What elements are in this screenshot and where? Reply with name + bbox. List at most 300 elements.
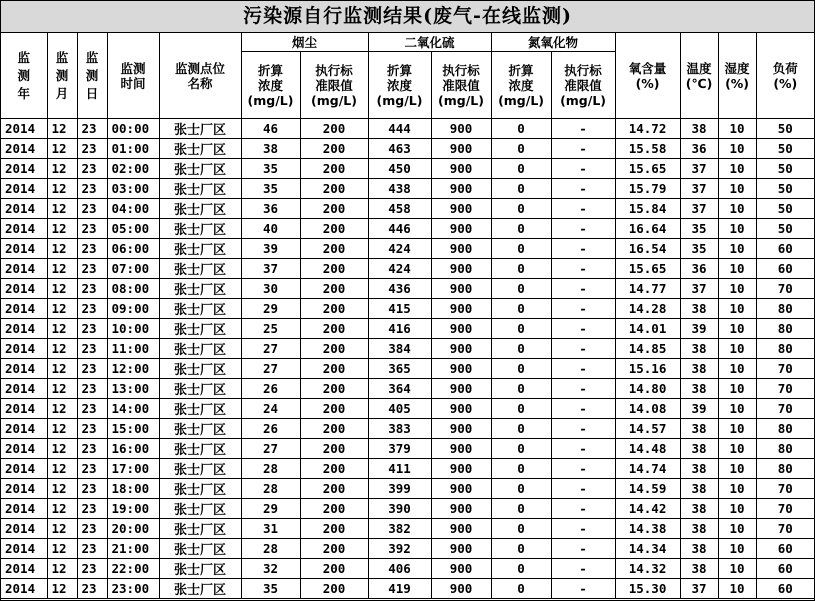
cell-nox-conc: 0 — [491, 539, 551, 559]
cell-site: 张士厂区 — [159, 479, 241, 499]
cell-dust-conc: 28 — [241, 539, 300, 559]
cell-humidity: 10 — [718, 559, 756, 579]
cell-oxygen: 14.72 — [615, 119, 680, 139]
cell-humidity: 10 — [718, 539, 756, 559]
header-nox-limit: 执行标 准限值 (mg/L) — [551, 52, 615, 119]
cell-dust-conc: 36 — [241, 199, 300, 219]
cell-so2-limit: 900 — [431, 179, 491, 199]
cell-day: 23 — [77, 559, 107, 579]
cell-year: 2014 — [1, 419, 47, 439]
cell-oxygen: 15.16 — [615, 359, 680, 379]
cell-humidity: 10 — [718, 479, 756, 499]
table-row — [1, 139, 814, 159]
header-nox-conc: 折算 浓度 (mg/L) — [491, 52, 551, 119]
header-day: 监 测 日 — [77, 33, 107, 119]
header-group-dust: 烟尘 — [241, 33, 368, 52]
cell-dust-limit: 200 — [300, 319, 368, 339]
cell-nox-limit: - — [551, 439, 615, 459]
cell-load: 70 — [756, 499, 814, 519]
table-row — [1, 179, 814, 199]
cell-nox-conc: 0 — [491, 379, 551, 399]
cell-dust-limit: 200 — [300, 459, 368, 479]
cell-temperature: 38 — [680, 419, 718, 439]
cell-nox-conc: 0 — [491, 259, 551, 279]
cell-year: 2014 — [1, 239, 47, 259]
cell-so2-conc: 424 — [368, 239, 431, 259]
cell-site: 张士厂区 — [159, 419, 241, 439]
cell-day: 23 — [77, 339, 107, 359]
cell-so2-limit: 900 — [431, 139, 491, 159]
cell-dust-limit: 200 — [300, 259, 368, 279]
header-time: 监测 时间 — [107, 33, 159, 119]
cell-dust-limit: 200 — [300, 579, 368, 599]
cell-time: 18:00 — [107, 479, 159, 499]
cell-month: 12 — [47, 559, 77, 579]
cell-so2-conc: 364 — [368, 379, 431, 399]
cell-humidity: 10 — [718, 439, 756, 459]
cell-time: 01:00 — [107, 139, 159, 159]
cell-dust-limit: 200 — [300, 359, 368, 379]
cell-day: 23 — [77, 279, 107, 299]
cell-temperature: 39 — [680, 319, 718, 339]
cell-load: 60 — [756, 259, 814, 279]
table-row — [1, 359, 814, 379]
cell-month: 12 — [47, 219, 77, 239]
cell-nox-conc: 0 — [491, 579, 551, 599]
cell-so2-limit: 900 — [431, 539, 491, 559]
cell-site: 张士厂区 — [159, 199, 241, 219]
table-row — [1, 299, 814, 319]
cell-load: 80 — [756, 319, 814, 339]
cell-day: 23 — [77, 439, 107, 459]
cell-site: 张士厂区 — [159, 319, 241, 339]
cell-dust-conc: 40 — [241, 219, 300, 239]
cell-load: 70 — [756, 479, 814, 499]
cell-load: 80 — [756, 439, 814, 459]
cell-load: 50 — [756, 139, 814, 159]
cell-oxygen: 14.38 — [615, 519, 680, 539]
cell-so2-limit: 900 — [431, 399, 491, 419]
cell-month: 12 — [47, 419, 77, 439]
table-row — [1, 539, 814, 559]
cell-dust-limit: 200 — [300, 219, 368, 239]
cell-dust-limit: 200 — [300, 439, 368, 459]
cell-temperature: 38 — [680, 439, 718, 459]
table-row — [1, 439, 814, 459]
cell-dust-conc: 29 — [241, 299, 300, 319]
cell-dust-limit: 200 — [300, 379, 368, 399]
cell-time: 08:00 — [107, 279, 159, 299]
cell-humidity: 10 — [718, 119, 756, 139]
cell-day: 23 — [77, 319, 107, 339]
cell-oxygen: 14.59 — [615, 479, 680, 499]
cell-oxygen: 15.65 — [615, 259, 680, 279]
cell-nox-conc: 0 — [491, 139, 551, 159]
cell-humidity: 10 — [718, 279, 756, 299]
header-month: 监 测 月 — [47, 33, 77, 119]
cell-nox-limit: - — [551, 139, 615, 159]
cell-year: 2014 — [1, 199, 47, 219]
cell-nox-conc: 0 — [491, 419, 551, 439]
cell-year: 2014 — [1, 359, 47, 379]
cell-humidity: 10 — [718, 219, 756, 239]
cell-year: 2014 — [1, 279, 47, 299]
cell-dust-conc: 31 — [241, 519, 300, 539]
cell-dust-limit: 200 — [300, 199, 368, 219]
cell-site: 张士厂区 — [159, 179, 241, 199]
cell-year: 2014 — [1, 339, 47, 359]
cell-dust-conc: 35 — [241, 159, 300, 179]
cell-so2-limit: 900 — [431, 159, 491, 179]
cell-month: 12 — [47, 119, 77, 139]
cell-year: 2014 — [1, 119, 47, 139]
header-so2-limit: 执行标 准限值 (mg/L) — [431, 52, 491, 119]
cell-day: 23 — [77, 479, 107, 499]
cell-so2-limit: 900 — [431, 359, 491, 379]
cell-dust-conc: 32 — [241, 559, 300, 579]
cell-so2-conc: 424 — [368, 259, 431, 279]
cell-temperature: 35 — [680, 219, 718, 239]
cell-nox-conc: 0 — [491, 339, 551, 359]
cell-humidity: 10 — [718, 299, 756, 319]
cell-month: 12 — [47, 499, 77, 519]
cell-temperature: 38 — [680, 559, 718, 579]
cell-nox-limit: - — [551, 479, 615, 499]
cell-dust-conc: 26 — [241, 379, 300, 399]
cell-nox-conc: 0 — [491, 279, 551, 299]
cell-dust-conc: 35 — [241, 579, 300, 599]
cell-nox-limit: - — [551, 279, 615, 299]
cell-oxygen: 14.34 — [615, 539, 680, 559]
cell-nox-limit: - — [551, 259, 615, 279]
cell-so2-limit: 900 — [431, 199, 491, 219]
cell-site: 张士厂区 — [159, 559, 241, 579]
cell-time: 20:00 — [107, 519, 159, 539]
cell-so2-conc: 392 — [368, 539, 431, 559]
cell-so2-limit: 900 — [431, 579, 491, 599]
cell-so2-limit: 900 — [431, 459, 491, 479]
cell-day: 23 — [77, 579, 107, 599]
header-humidity: 湿度 (%) — [718, 33, 756, 119]
cell-dust-conc: 24 — [241, 399, 300, 419]
cell-time: 14:00 — [107, 399, 159, 419]
table-row — [1, 419, 814, 439]
cell-nox-limit: - — [551, 519, 615, 539]
cell-time: 00:00 — [107, 119, 159, 139]
cell-dust-conc: 27 — [241, 359, 300, 379]
cell-time: 03:00 — [107, 179, 159, 199]
cell-day: 23 — [77, 219, 107, 239]
cell-nox-limit: - — [551, 379, 615, 399]
cell-humidity: 10 — [718, 199, 756, 219]
cell-nox-limit: - — [551, 219, 615, 239]
cell-month: 12 — [47, 259, 77, 279]
cell-month: 12 — [47, 159, 77, 179]
cell-site: 张士厂区 — [159, 239, 241, 259]
cell-time: 06:00 — [107, 239, 159, 259]
cell-site: 张士厂区 — [159, 539, 241, 559]
cell-month: 12 — [47, 299, 77, 319]
table-row — [1, 319, 814, 339]
cell-month: 12 — [47, 439, 77, 459]
cell-temperature: 38 — [680, 479, 718, 499]
cell-oxygen: 15.79 — [615, 179, 680, 199]
cell-dust-limit: 200 — [300, 519, 368, 539]
header-oxygen: 氧含量 (%) — [615, 33, 680, 119]
cell-oxygen: 15.58 — [615, 139, 680, 159]
table-row — [1, 219, 814, 239]
cell-dust-limit: 200 — [300, 399, 368, 419]
cell-temperature: 35 — [680, 239, 718, 259]
cell-time: 09:00 — [107, 299, 159, 319]
cell-load: 50 — [756, 159, 814, 179]
cell-oxygen: 14.77 — [615, 279, 680, 299]
header-group-nox: 氮氧化物 — [491, 33, 615, 52]
cell-load: 70 — [756, 399, 814, 419]
cell-so2-conc: 382 — [368, 519, 431, 539]
cell-dust-limit: 200 — [300, 279, 368, 299]
cell-year: 2014 — [1, 219, 47, 239]
cell-load: 70 — [756, 379, 814, 399]
cell-nox-conc: 0 — [491, 499, 551, 519]
cell-site: 张士厂区 — [159, 519, 241, 539]
cell-so2-conc: 444 — [368, 119, 431, 139]
cell-load: 70 — [756, 519, 814, 539]
cell-dust-conc: 27 — [241, 439, 300, 459]
cell-nox-limit: - — [551, 239, 615, 259]
report-title: 污染源自行监测结果(废气-在线监测) — [1, 1, 814, 33]
cell-humidity: 10 — [718, 159, 756, 179]
cell-month: 12 — [47, 579, 77, 599]
cell-so2-conc: 406 — [368, 559, 431, 579]
cell-time: 12:00 — [107, 359, 159, 379]
cell-time: 23:00 — [107, 579, 159, 599]
cell-time: 22:00 — [107, 559, 159, 579]
monitoring-table — [1, 33, 814, 599]
cell-site: 张士厂区 — [159, 119, 241, 139]
cell-day: 23 — [77, 459, 107, 479]
cell-temperature: 38 — [680, 359, 718, 379]
cell-so2-limit: 900 — [431, 219, 491, 239]
cell-oxygen: 14.48 — [615, 439, 680, 459]
cell-month: 12 — [47, 179, 77, 199]
header-temperature: 温度 (℃) — [680, 33, 718, 119]
cell-load: 50 — [756, 219, 814, 239]
cell-so2-limit: 900 — [431, 519, 491, 539]
cell-year: 2014 — [1, 379, 47, 399]
table-row — [1, 239, 814, 259]
cell-nox-conc: 0 — [491, 319, 551, 339]
table-row — [1, 459, 814, 479]
table-row — [1, 379, 814, 399]
header-dust-limit: 执行标 准限值 (mg/L) — [300, 52, 368, 119]
cell-nox-conc: 0 — [491, 299, 551, 319]
cell-time: 19:00 — [107, 499, 159, 519]
cell-year: 2014 — [1, 159, 47, 179]
table-row — [1, 479, 814, 499]
cell-year: 2014 — [1, 299, 47, 319]
cell-so2-conc: 390 — [368, 499, 431, 519]
cell-dust-limit: 200 — [300, 139, 368, 159]
cell-dust-conc: 26 — [241, 419, 300, 439]
cell-so2-conc: 458 — [368, 199, 431, 219]
cell-site: 张士厂区 — [159, 399, 241, 419]
table-row — [1, 499, 814, 519]
cell-site: 张士厂区 — [159, 139, 241, 159]
cell-load: 80 — [756, 419, 814, 439]
cell-so2-limit: 900 — [431, 259, 491, 279]
cell-nox-conc: 0 — [491, 519, 551, 539]
cell-humidity: 10 — [718, 319, 756, 339]
cell-temperature: 38 — [680, 299, 718, 319]
cell-site: 张士厂区 — [159, 459, 241, 479]
cell-temperature: 38 — [680, 499, 718, 519]
cell-day: 23 — [77, 259, 107, 279]
table-row — [1, 519, 814, 539]
cell-so2-conc: 405 — [368, 399, 431, 419]
cell-so2-conc: 438 — [368, 179, 431, 199]
cell-so2-limit: 900 — [431, 479, 491, 499]
cell-dust-conc: 37 — [241, 259, 300, 279]
cell-nox-limit: - — [551, 539, 615, 559]
cell-dust-limit: 200 — [300, 179, 368, 199]
cell-load: 80 — [756, 299, 814, 319]
cell-site: 张士厂区 — [159, 219, 241, 239]
cell-oxygen: 14.42 — [615, 499, 680, 519]
cell-load: 60 — [756, 559, 814, 579]
cell-humidity: 10 — [718, 259, 756, 279]
cell-temperature: 36 — [680, 259, 718, 279]
cell-temperature: 38 — [680, 519, 718, 539]
cell-time: 11:00 — [107, 339, 159, 359]
cell-load: 60 — [756, 539, 814, 559]
cell-dust-limit: 200 — [300, 299, 368, 319]
cell-time: 10:00 — [107, 319, 159, 339]
cell-site: 张士厂区 — [159, 279, 241, 299]
cell-time: 04:00 — [107, 199, 159, 219]
cell-oxygen: 14.74 — [615, 459, 680, 479]
cell-dust-conc: 27 — [241, 339, 300, 359]
cell-humidity: 10 — [718, 239, 756, 259]
cell-nox-conc: 0 — [491, 119, 551, 139]
cell-day: 23 — [77, 419, 107, 439]
cell-nox-conc: 0 — [491, 179, 551, 199]
cell-day: 23 — [77, 199, 107, 219]
cell-so2-limit: 900 — [431, 319, 491, 339]
cell-month: 12 — [47, 459, 77, 479]
cell-day: 23 — [77, 499, 107, 519]
table-row — [1, 199, 814, 219]
cell-nox-conc: 0 — [491, 219, 551, 239]
cell-humidity: 10 — [718, 379, 756, 399]
cell-so2-conc: 379 — [368, 439, 431, 459]
cell-so2-conc: 383 — [368, 419, 431, 439]
header-year: 监 测 年 — [1, 33, 47, 119]
cell-year: 2014 — [1, 479, 47, 499]
cell-dust-conc: 35 — [241, 179, 300, 199]
cell-nox-conc: 0 — [491, 439, 551, 459]
cell-year: 2014 — [1, 259, 47, 279]
cell-humidity: 10 — [718, 579, 756, 599]
header-so2-conc: 折算 浓度 (mg/L) — [368, 52, 431, 119]
cell-temperature: 38 — [680, 339, 718, 359]
cell-so2-conc: 436 — [368, 279, 431, 299]
cell-year: 2014 — [1, 439, 47, 459]
cell-nox-limit: - — [551, 319, 615, 339]
cell-temperature: 37 — [680, 159, 718, 179]
cell-year: 2014 — [1, 319, 47, 339]
cell-time: 16:00 — [107, 439, 159, 459]
cell-year: 2014 — [1, 539, 47, 559]
cell-day: 23 — [77, 159, 107, 179]
cell-dust-conc: 39 — [241, 239, 300, 259]
cell-temperature: 38 — [680, 459, 718, 479]
cell-oxygen: 15.30 — [615, 579, 680, 599]
cell-site: 张士厂区 — [159, 439, 241, 459]
cell-oxygen: 16.64 — [615, 219, 680, 239]
cell-humidity: 10 — [718, 339, 756, 359]
cell-load: 60 — [756, 239, 814, 259]
cell-dust-limit: 200 — [300, 119, 368, 139]
cell-oxygen: 14.32 — [615, 559, 680, 579]
cell-so2-conc: 416 — [368, 319, 431, 339]
cell-day: 23 — [77, 379, 107, 399]
cell-temperature: 39 — [680, 399, 718, 419]
cell-so2-limit: 900 — [431, 379, 491, 399]
cell-day: 23 — [77, 119, 107, 139]
cell-load: 70 — [756, 279, 814, 299]
table-row — [1, 159, 814, 179]
cell-nox-conc: 0 — [491, 459, 551, 479]
cell-site: 张士厂区 — [159, 259, 241, 279]
cell-nox-limit: - — [551, 579, 615, 599]
cell-oxygen: 14.57 — [615, 419, 680, 439]
cell-dust-conc: 46 — [241, 119, 300, 139]
cell-so2-conc: 415 — [368, 299, 431, 319]
cell-dust-limit: 200 — [300, 419, 368, 439]
cell-year: 2014 — [1, 399, 47, 419]
cell-time: 02:00 — [107, 159, 159, 179]
cell-so2-limit: 900 — [431, 299, 491, 319]
cell-oxygen: 15.65 — [615, 159, 680, 179]
cell-nox-limit: - — [551, 559, 615, 579]
cell-day: 23 — [77, 239, 107, 259]
cell-so2-limit: 900 — [431, 279, 491, 299]
cell-oxygen: 14.01 — [615, 319, 680, 339]
table-row — [1, 559, 814, 579]
cell-month: 12 — [47, 359, 77, 379]
cell-month: 12 — [47, 399, 77, 419]
cell-oxygen: 14.28 — [615, 299, 680, 319]
table-row — [1, 399, 814, 419]
cell-so2-limit: 900 — [431, 499, 491, 519]
cell-site: 张士厂区 — [159, 579, 241, 599]
cell-nox-conc: 0 — [491, 239, 551, 259]
cell-oxygen: 14.85 — [615, 339, 680, 359]
cell-month: 12 — [47, 319, 77, 339]
cell-load: 50 — [756, 179, 814, 199]
cell-so2-limit: 900 — [431, 559, 491, 579]
cell-dust-conc: 38 — [241, 139, 300, 159]
cell-temperature: 37 — [680, 179, 718, 199]
cell-humidity: 10 — [718, 519, 756, 539]
cell-so2-limit: 900 — [431, 119, 491, 139]
cell-nox-conc: 0 — [491, 159, 551, 179]
cell-nox-conc: 0 — [491, 199, 551, 219]
cell-dust-limit: 200 — [300, 159, 368, 179]
cell-so2-conc: 365 — [368, 359, 431, 379]
cell-dust-conc: 25 — [241, 319, 300, 339]
